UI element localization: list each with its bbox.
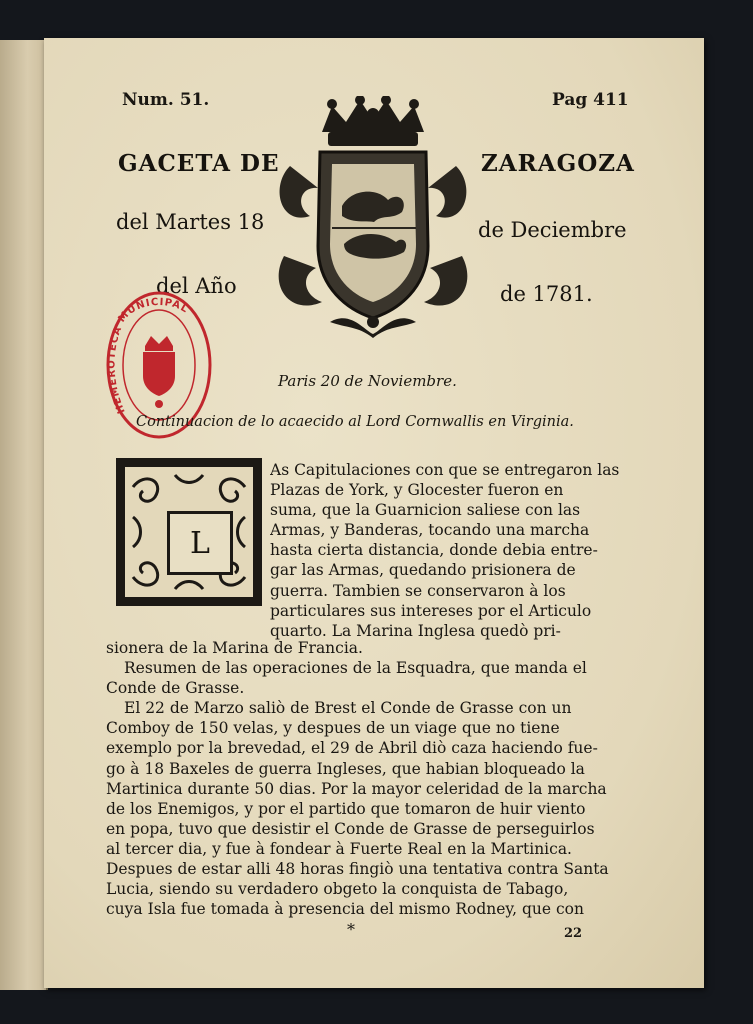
article-dateline: Paris 20 de Noviembre. bbox=[278, 372, 457, 390]
text-line: Lucia, siendo su verdadero obgeto la conquista de Tabago, bbox=[106, 880, 569, 899]
issue-number: Num. 51. bbox=[122, 90, 210, 110]
drop-cap-letter-box bbox=[167, 511, 233, 575]
stamp-arc-text: HEMEROTECA MUNICIPAL bbox=[106, 296, 191, 415]
text-line: Plazas de York, y Glocester fueron en bbox=[270, 481, 564, 500]
masthead-date-left: del Martes 18 bbox=[116, 210, 265, 234]
masthead-title-right: ZARAGOZA bbox=[481, 150, 635, 177]
facing-page-edge bbox=[0, 40, 48, 990]
text-line: guerra. Tambien se conservaron à los bbox=[270, 581, 566, 600]
masthead-year-left: del Año bbox=[156, 274, 237, 298]
masthead-year-right: de 1781. bbox=[500, 282, 593, 306]
drop-cap-ornament bbox=[116, 458, 262, 606]
text-line: al tercer dia, y fue à fondear à Fuerte Real en la Martinica. bbox=[106, 839, 572, 858]
text-line: suma, que la Guarnicion saliese con las bbox=[270, 501, 581, 520]
text-line: cuya Isla fue tomada à presencia del mismo Rodney, que con bbox=[106, 900, 584, 919]
masthead-title-left: GACETA DE bbox=[118, 150, 280, 177]
article-body-wide bbox=[106, 638, 620, 919]
text-line: Armas, y Banderas, tocando una marcha bbox=[270, 521, 590, 540]
text-line: de los Enemigos, y por el partido que tomaron de huir viento bbox=[106, 799, 586, 818]
text-line: Martinica durante 50 dias. Por la mayor celeridad de la marcha bbox=[106, 779, 607, 798]
text-line: As Capitulaciones con que se entregaron las bbox=[270, 461, 620, 479]
masthead-date-right: de Deciembre bbox=[478, 218, 627, 242]
article-subhead: Continuacion de lo acaecido al Lord Cornwallis en Virginia. bbox=[136, 414, 574, 430]
footer-star: * bbox=[347, 920, 355, 939]
page-number: Pag 411 bbox=[552, 90, 629, 110]
printer-signature: 22 bbox=[564, 926, 583, 941]
text-line: Comboy de 150 velas, y despues de un viage que no tiene bbox=[106, 719, 560, 738]
text-line: particulares sus intereses por el Articulo bbox=[270, 601, 592, 620]
text-line: hasta cierta distancia, donde debia entre- bbox=[270, 541, 598, 560]
text-line: en popa, tuvo que desistir el Conde de Grasse de perseguirlos bbox=[106, 819, 595, 838]
gazette-page bbox=[44, 38, 704, 988]
text-line: sionera de la Marina de Francia. bbox=[106, 639, 363, 657]
text-line: gar las Armas, quedando prisionera de bbox=[270, 561, 576, 580]
text-line: exemplo por la brevedad, el 29 de Abril diò caza haciendo fue- bbox=[106, 739, 598, 758]
text-line: Despues de estar alli 48 horas fingiò una tentativa contra Santa bbox=[106, 860, 609, 879]
section-heading-line: Resumen de las operaciones de la Esquadra, que manda el bbox=[124, 659, 587, 678]
drop-cap-frame bbox=[125, 467, 253, 597]
text-line: Conde de Grasse. bbox=[106, 679, 245, 698]
drop-cap-letter: L bbox=[190, 525, 210, 561]
article-body-narrow bbox=[270, 460, 620, 641]
text-line: go à 18 Baxeles de guerra Ingleses, que habian bloqueado la bbox=[106, 759, 585, 778]
text-line: El 22 de Marzo saliò de Brest el Conde de Grasse con un bbox=[124, 699, 572, 718]
coat-of-arms-icon bbox=[270, 96, 476, 338]
text-line: quarto. La Marina Inglesa quedò pri- bbox=[270, 621, 561, 640]
